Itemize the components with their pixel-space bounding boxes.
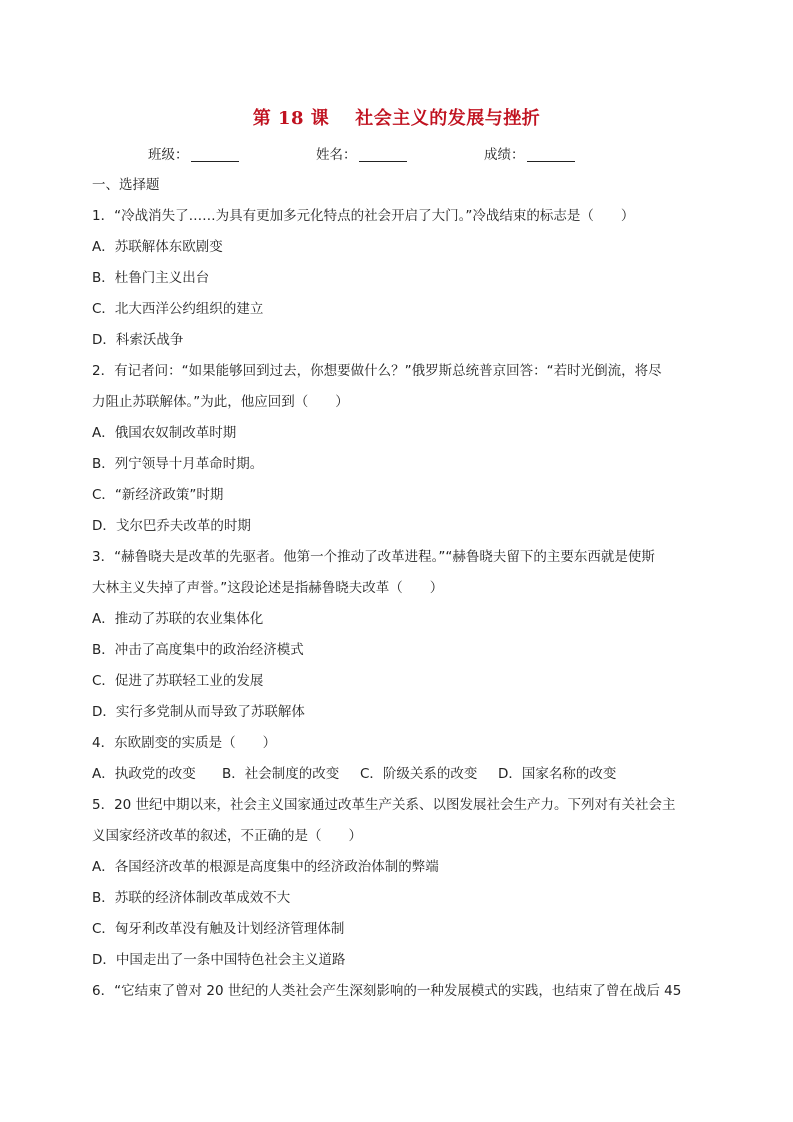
inline-options <box>92 765 712 796</box>
question-2 <box>92 362 712 548</box>
option-d: D．中国走出了一条中国特色社会主义道路 <box>92 952 346 968</box>
score-label: 成绩： <box>484 147 525 163</box>
question-stem-cont: 力阻止苏联解体。”为此，他应回到（ ） <box>92 394 349 410</box>
option-d: D．国家名称的改变 <box>498 766 617 782</box>
question-stem: 3．“赫鲁晓夫是改革的先驱者。他第一个推动了改革进程。”“赫鲁晓夫留下的主要东西就是使斯 <box>92 549 655 565</box>
option-d: D．科索沃战争 <box>92 332 184 348</box>
option-c: C．匈牙利改革没有触及计划经济管理体制 <box>92 921 345 937</box>
class-label: 班级： <box>148 147 189 163</box>
option-d: D．戈尔巴乔夫改革的时期 <box>92 518 251 534</box>
lesson-number: 第 18 课 <box>252 108 330 129</box>
option-b: B．冲击了高度集中的政治经济模式 <box>92 642 304 658</box>
option-c: C．阶级关系的改变 <box>360 766 478 782</box>
question-stem: 4．东欧剧变的实质是（ ） <box>92 735 277 751</box>
option-c: C．促进了苏联轻工业的发展 <box>92 673 264 689</box>
question-stem-cont: 义国家经济改革的叙述，不正确的是（ ） <box>92 828 362 844</box>
option-a: A．俄国农奴制改革时期 <box>92 425 237 441</box>
option-b: B．苏联的经济体制改革成效不大 <box>92 890 291 906</box>
option-b: B．列宁领导十月革命时期。 <box>92 456 264 472</box>
option-a: A．执政党的改变 <box>92 766 196 782</box>
section-heading: 一、选择题 <box>92 177 160 193</box>
option-a: A．推动了苏联的农业集体化 <box>92 611 264 627</box>
class-blank[interactable] <box>191 146 239 162</box>
question-list <box>92 176 712 1013</box>
question-stem: 1．“冷战消失了……为具有更加多元化特点的社会开启了大门。”冷战结束的标志是（ ） <box>92 208 635 224</box>
question-1 <box>92 207 712 362</box>
question-stem-cont: 大林主义失掉了声誉。”这段论述是指赫鲁晓夫改革（ ） <box>92 580 444 596</box>
name-field <box>316 143 407 163</box>
class-field <box>148 143 239 163</box>
score-blank[interactable] <box>527 146 575 162</box>
option-b: B．杜鲁门主义出台 <box>92 270 210 286</box>
question-5 <box>92 796 712 982</box>
question-stem: 6．“它结束了曾对 20 世纪的人类社会产生深刻影响的一种发展模式的实践，也结束了曾在战后 45 <box>92 983 682 999</box>
question-4 <box>92 734 712 796</box>
option-a: A．各国经济改革的根源是高度集中的经济政治体制的弊端 <box>92 859 439 875</box>
lesson-name: 社会主义的发展与挫折 <box>355 108 541 129</box>
question-6 <box>92 982 712 1013</box>
question-stem: 5．20 世纪中期以来，社会主义国家通过改革生产关系、以图发展社会生产力。下列对有关社会主 <box>92 797 676 813</box>
name-label: 姓名： <box>316 147 357 163</box>
name-blank[interactable] <box>359 146 407 162</box>
score-field <box>484 143 575 163</box>
option-c: C．“新经济政策”时期 <box>92 487 224 503</box>
question-3 <box>92 548 712 734</box>
page-title <box>0 104 793 130</box>
option-a: A．苏联解体东欧剧变 <box>92 239 223 255</box>
option-b: B．社会制度的改变 <box>222 766 340 782</box>
option-d: D．实行多党制从而导致了苏联解体 <box>92 704 305 720</box>
question-stem: 2．有记者问：“如果能够回到过去，你想要做什么？”俄罗斯总统普京回答：“若时光倒流，将尽 <box>92 363 662 379</box>
option-c: C．北大西洋公约组织的建立 <box>92 301 264 317</box>
